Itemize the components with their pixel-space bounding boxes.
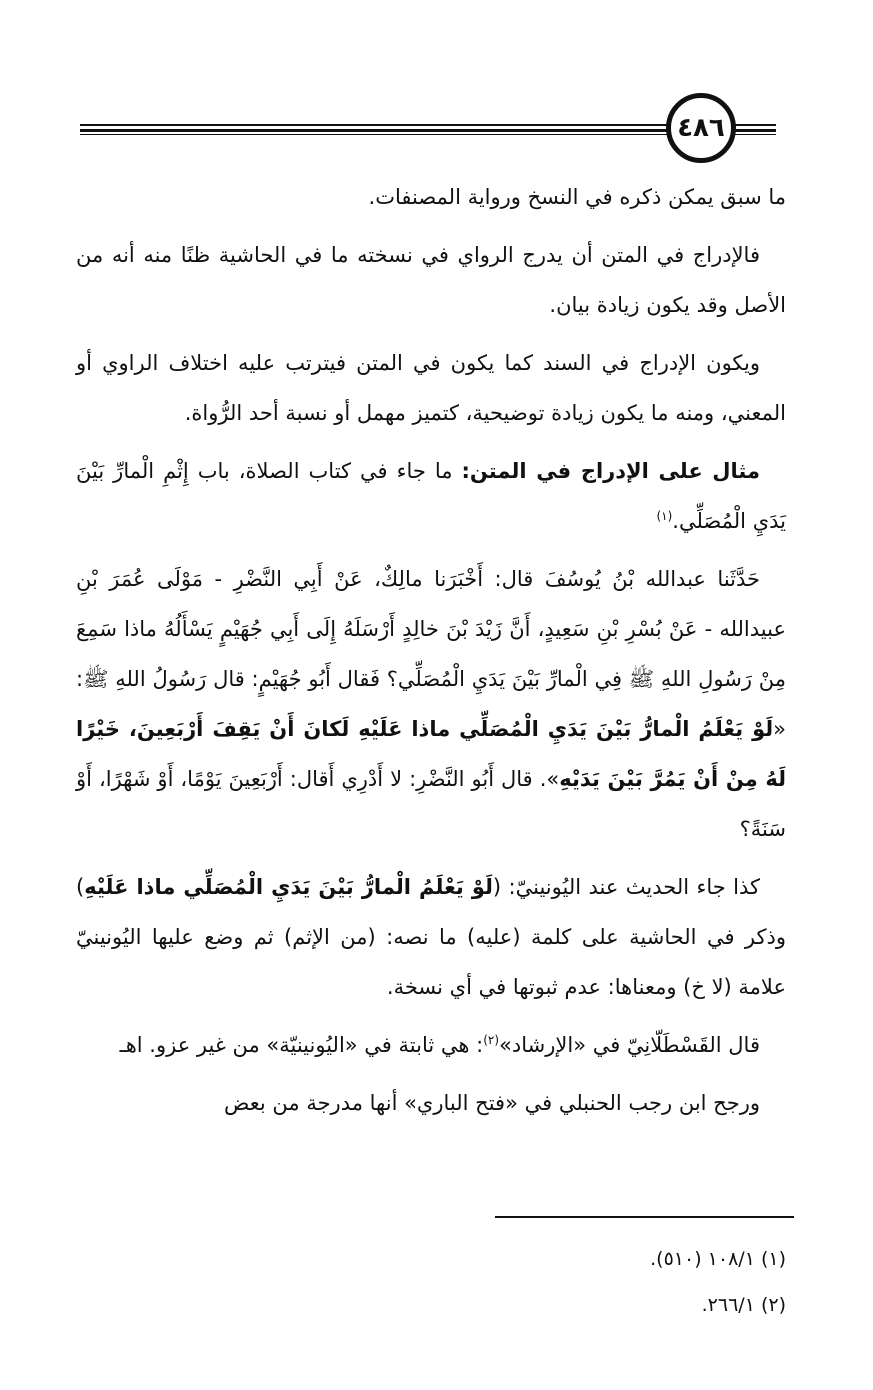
yunini-paragraph [76, 862, 786, 1012]
hadith-text: لَوْ يَعْلَمُ الْمارُّ بَيْنَ يَدَيِ الْمُصَلِّي ماذا عَلَيْهِ لَكانَ أَنْ يَقِفَ أَرْبَعِينَ، خَيْرًا لَهُ مِنْ أَنْ يَمُرَّ بَيْنَ يَدَيْهِ [76, 717, 786, 791]
qastallani-paragraph [76, 1020, 786, 1070]
example-paragraph [76, 446, 786, 546]
yunini-quote: لَوْ يَعْلَمُ الْمارُّ بَيْنَ يَدَيِ الْمُصَلِّي ماذا عَلَيْهِ [84, 875, 493, 899]
yunini-rest: ) وذكر في الحاشية على كلمة (عليه) ما نصه: (من الإثم) ثم وضع عليها اليُونينيّ علامة (لا خ) ومعناها: عدم ثبوتها في أي نسخة. [76, 875, 786, 999]
example-text: ما جاء في كتاب الصلاة، باب إِثْمِ الْمارِّ بَيْنَ يَدَيِ الْمُصَلِّي. [76, 459, 786, 533]
ibn-rajab-paragraph: ورجح ابن رجب الحنبلي في «فتح الباري» أنها مدرجة من بعض [224, 1091, 760, 1115]
footnote-ref-1: (١) [656, 509, 673, 523]
footnote-2: (٢) ٢٦٦/١. [701, 1294, 786, 1316]
footnotes [76, 1236, 786, 1328]
example-heading: مثال على الإدراج في المتن: [461, 459, 760, 483]
footnote-1: (١) ١٠٨/١ (٥١٠). [650, 1248, 786, 1270]
paragraph-1: ما سبق يمكن ذكره في النسخ ورواية المصنفات. [368, 185, 786, 209]
paragraph-3: ويكون الإدراج في السند كما يكون في المتن فيترتب عليه اختلاف الراوي أو المعني، ومنه ما يكون زيادة توضيحية، كتميز مهمل أو نسبة أحد الرُّواة. [76, 351, 786, 425]
hadith-chain: حَدَّثَنا عبدالله بْنُ يُوسُفَ قال: أَخْبَرَنا مالِكٌ، عَنْ أَبِي النَّضْرِ - مَوْلَى عُمَرَ بْنِ عبيدالله - عَنْ بُسْرِ بْنِ سَعِيدٍ، أَنَّ زَيْدَ بْنَ خالِدٍ أَرْسَلَهُ إِلَى أَبِي جُهَيْمٍ يَسْأَلُهُ ماذا سَمِعَ مِنْ رَسُولِ اللهِ ﷺ فِي الْمارِّ بَيْنَ يَدَيِ الْمُصَلِّي؟ فَقال أَبُو جُهَيْمٍ: قال رَسُولُ اللهِ ﷺ: « [76, 567, 786, 741]
page-number: ٤٨٦ [677, 113, 725, 143]
page-body [76, 172, 786, 1136]
hadith-ending: ». قال أَبُو النَّضْرِ: لا أَدْرِي أَقال: أَرْبَعِينَ يَوْمًا، أَوْ شَهْرًا، أَوْ سَنَةً؟ [76, 767, 786, 841]
qastallani-text-1: قال القَسْطَلّانِيّ في «الإرشاد» [499, 1033, 760, 1057]
qastallani-text-2: : هي ثابتة في «اليُونينيّة» من غير عزو. اهـ [119, 1033, 484, 1057]
footnote-divider [495, 1216, 794, 1218]
footnote-ref-2: (٢) [483, 1033, 500, 1047]
hadith-paragraph [76, 554, 786, 854]
yunini-intro: كذا جاء الحديث عند اليُونينيّ: ( [492, 875, 760, 899]
page-number-badge [666, 93, 736, 163]
paragraph-2: فالإدراج في المتن أن يدرج الرواي في نسخته ما في الحاشية ظنًا منه أنه من الأصل وقد يكون زيادة بيان. [76, 243, 786, 317]
header-rule-left [80, 124, 680, 135]
